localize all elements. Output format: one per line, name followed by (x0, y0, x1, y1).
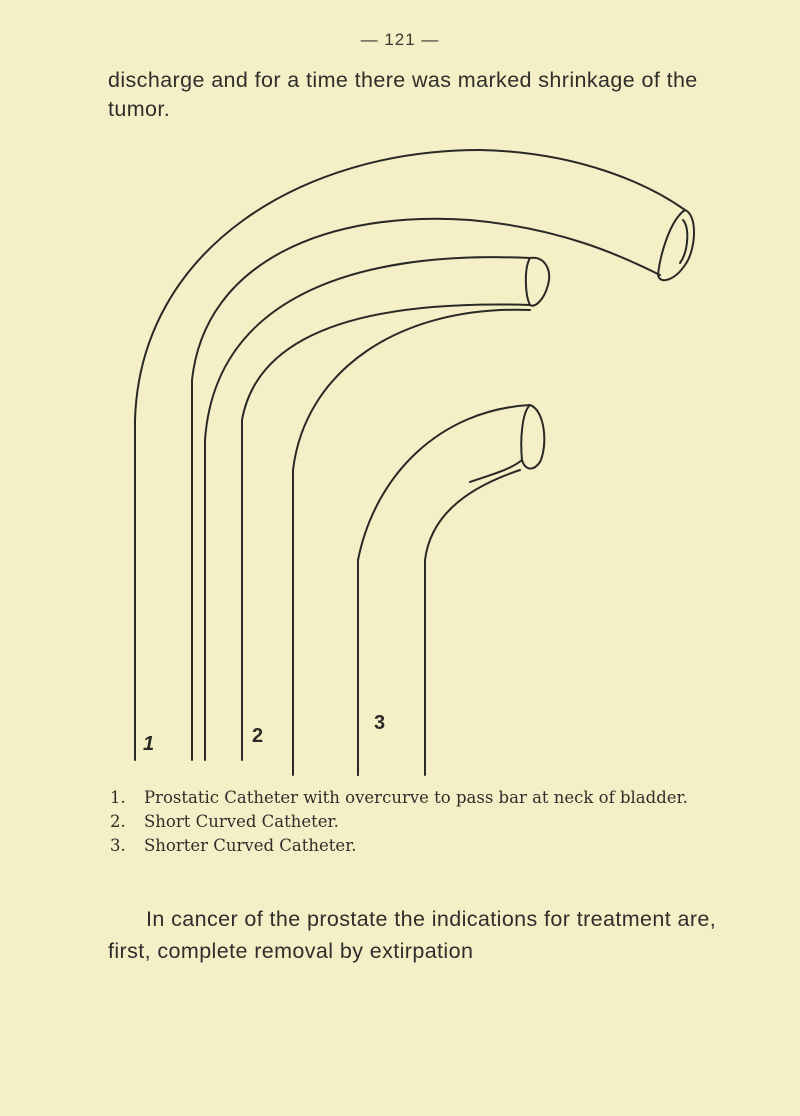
catheter-2-outer-wall (205, 257, 530, 760)
legend-item-text: Short Curved Catheter. (144, 812, 339, 831)
page-number: — 121 — (360, 30, 440, 49)
figure-label-3: 3 (374, 712, 386, 734)
legend-item-number: 2. (110, 812, 126, 831)
figure-legend (110, 786, 750, 858)
figure-label-1: 1 (143, 733, 155, 755)
catheter-3-tip (521, 405, 544, 469)
legend-item-number: 3. (110, 836, 126, 855)
figure-label-2: 2 (252, 725, 264, 747)
catheter-2-tip (526, 258, 549, 306)
catheter-1-outer-wall (135, 150, 685, 760)
intro-paragraph: discharge and for a time there was marked shrinkage of the tumor. (108, 68, 698, 121)
legend-item-text: Prostatic Catheter with overcurve to pass bar at neck of bladder. (144, 788, 688, 807)
legend-item (110, 834, 750, 858)
body-paragraph: In cancer of the prostate the indications for treatment are, first, complete removal by extirpation (108, 907, 717, 963)
legend-item-text: Shorter Curved Catheter. (144, 836, 357, 855)
catheter-2-inner-wall (242, 304, 530, 760)
legend-item (110, 786, 750, 810)
catheter-3-body-outer (362, 405, 530, 775)
catheter-3-body-right (425, 470, 520, 775)
catheter-1-tip (658, 210, 694, 280)
legend-item-number: 1. (110, 788, 126, 807)
catheter-1-tip-inner (680, 220, 687, 263)
legend-item (110, 810, 750, 834)
catheter-3-outer-wall (293, 310, 530, 775)
